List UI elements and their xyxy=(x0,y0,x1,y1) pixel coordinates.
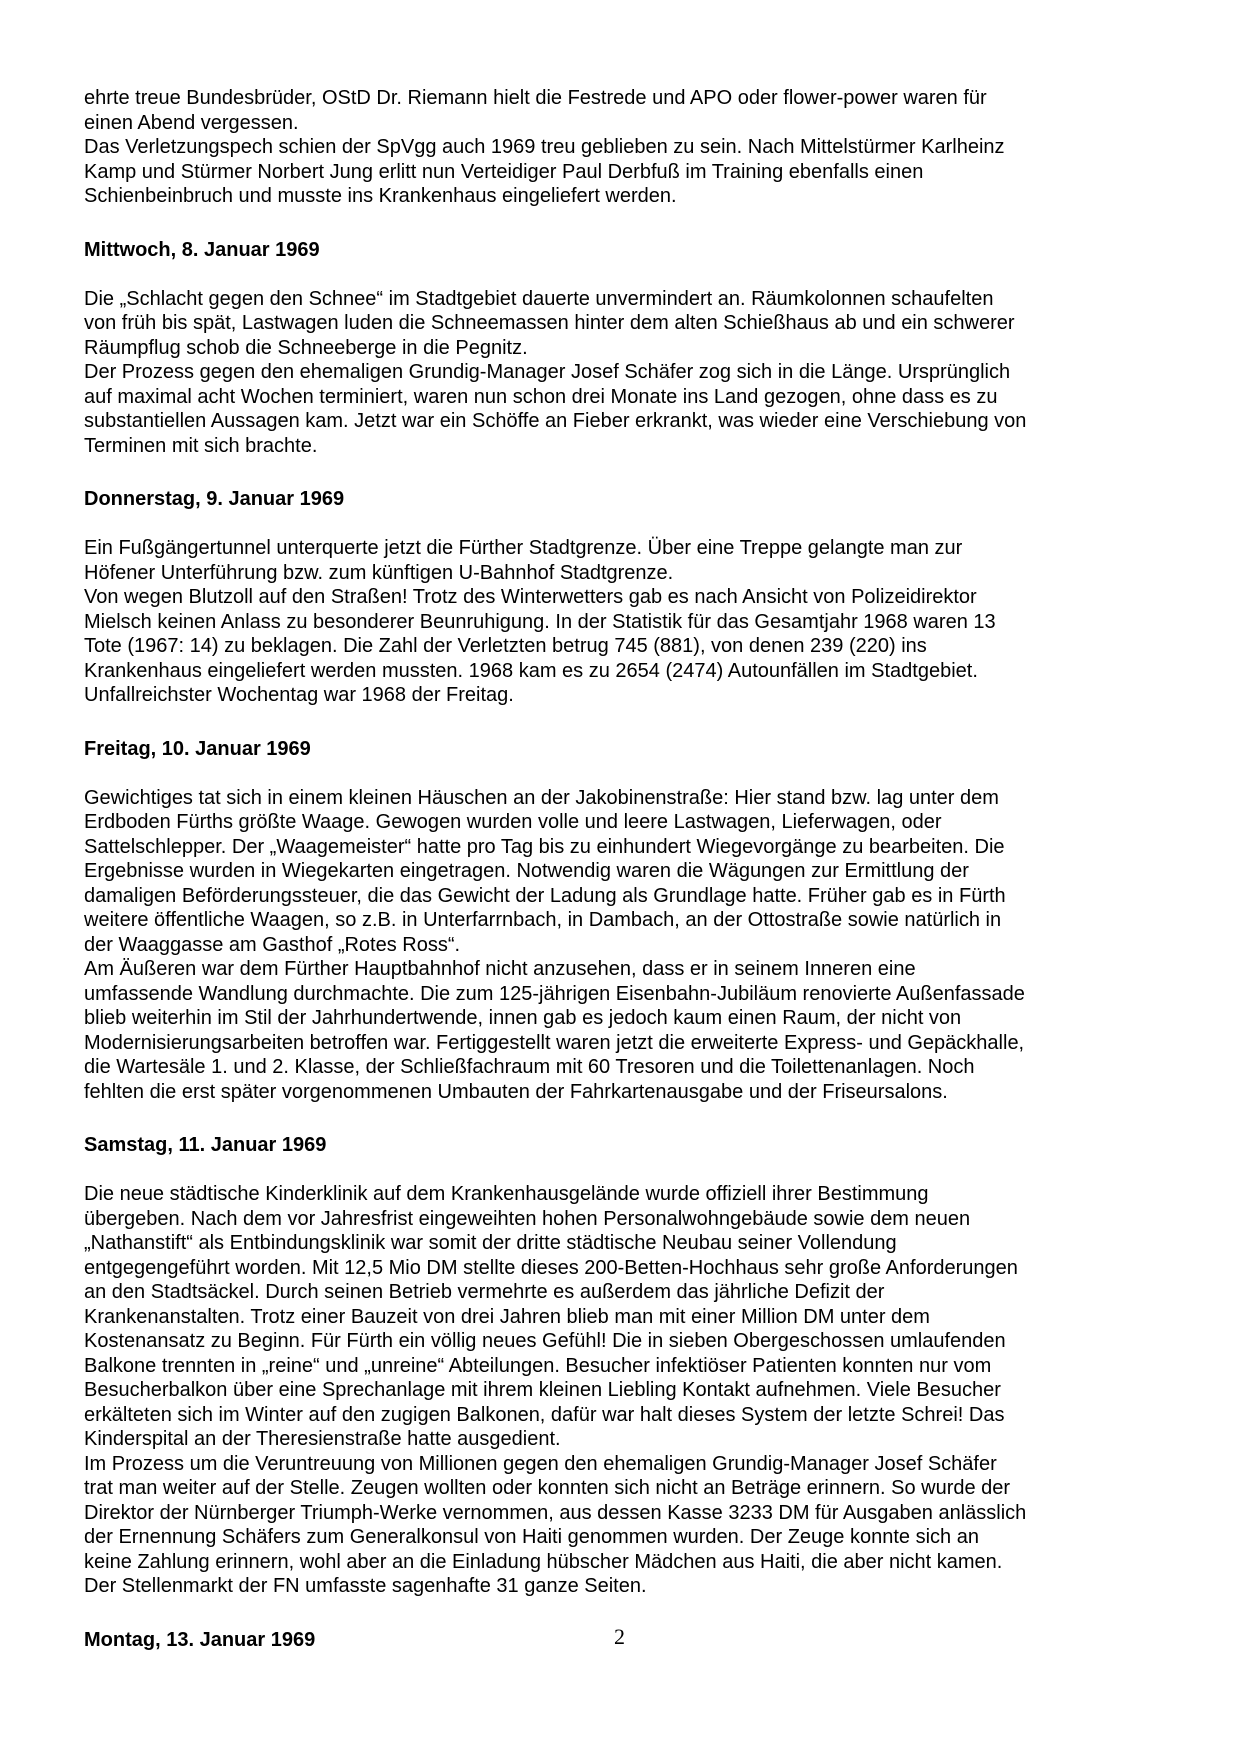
paragraph: Der Prozess gegen den ehemaligen Grundig-Manager Josef Schäfer zog sich in die Länge. Ursprünglich auf maximal acht Wochen terminiert, waren nun schon drei Monate ins Land gezogen, ohne dass es zu substantiellen Aussagen kam. Jetzt war ein Schöffe an Fieber erkrankt, was wieder eine Verschiebung von Terminen mit sich brachte. xyxy=(84,361,1027,457)
section-heading-mittwoch-8-januar: Mittwoch, 8. Januar 1969 xyxy=(84,238,320,261)
paragraph: Am Äußeren war dem Fürther Hauptbahnhof nicht anzusehen, dass er in seinem Inneren eine umfassende Wandlung durchmachte. Die zum 125-jährigen Eisenbahn-Jubiläum renovierte Außenfassade blieb weiterhin im Stil der Jahrhundertwende, innen gab es jedoch kaum einen Raum, der nicht von Modernisierungsarbeiten betroffen war. Fertiggestellt waren jetzt die erweiterte Express- und Gepäckhalle, die Wartesäle 1. und 2. Klasse, der Schließfachraum mit 60 Tresoren und die Toilettenanlagen. Noch fehlten die erst später vorgenommenen Umbauten der Fahrkartenausgabe und der Friseursalons. xyxy=(84,958,1025,1103)
paragraph: Die neue städtische Kinderklinik auf dem Krankenhausgelände wurde offiziell ihrer Bestimmung übergeben. Nach dem vor Jahresfrist eingeweihten hohen Personalwohngebäude sowie dem neuen „Nathanstift“ als Entbindungsklinik war somit der dritte städtische Neubau seiner Vollendung entgegengeführt worden. Mit 12,5 Mio DM stellte dieses 200-Betten-Hochhaus sehr große Anforderungen an den Stadtsäckel. Durch seinen Betrieb vermehrte es außerdem das jährliche Defizit der Krankenanstalten. Trotz einer Bauzeit von drei Jahren blieb man mit einer Million DM unter dem Kostenansatz zu Beginn. Für Fürth ein völlig neues Gefühl! Die in sieben Obergeschossen umlaufenden Balkone trennten in „reine“ und „unreine“ Abteilungen. Besucher infektiöser Patienten konnten nur vom Besucherbalkon über eine Sprechanlage mit ihrem kleinen Liebling Kontakt aufnehmen. Viele Besucher erkälteten sich im Winter auf den zugigen Balkonen, dafür war halt dieses System der letzte Schrei! Das Kinderspital an der Theresienstraße hatte ausgedient. xyxy=(84,1183,1018,1450)
paragraph: Im Prozess um die Veruntreuung von Millionen gegen den ehemaligen Grundig-Manager Josef Schäfer trat man weiter auf der Stelle. Zeugen wollten oder konnten sich nicht an Beträge erinnern. So wurde der Direktor der Nürnberger Triumph-Werke vernommen, aus dessen Kasse 3233 DM für Ausgaben anlässlich der Ernennung Schäfers zum Generalkonsul von Haiti genommen wurden. Der Zeuge konnte sich an keine Zahlung erinnern, wohl aber an die Einladung hübscher Mädchen aus Haiti, die aber nicht kamen. xyxy=(84,1452,1027,1573)
section-heading-freitag-10-januar: Freitag, 10. Januar 1969 xyxy=(84,737,311,760)
paragraph: Das Verletzungspech schien der SpVgg auch 1969 treu geblieben zu sein. Nach Mittelstürmer Karlheinz Kamp und Stürmer Norbert Jung erlitt nun Verteidiger Paul Derbfuß im Training ebenfalls einen Schienbeinbruch und musste ins Krankenhaus eingeliefert werden. xyxy=(84,136,1005,207)
section-heading-samstag-11-januar: Samstag, 11. Januar 1969 xyxy=(84,1134,327,1156)
paragraph: Gewichtiges tat sich in einem kleinen Häuschen an der Jakobinenstraße: Hier stand bzw. lag unter dem Erdboden Fürths größte Waage. Gewogen wurden volle und leere Lastwagen, Lieferwagen, oder Sattelschlepper. Der „Waagemeister“ hatte pro Tag bis zu einhundert Wiegevorgänge zu bearbeiten. Die Ergebnisse wurden in Wiegekarten eingetragen. Notwendig waren die Wägungen zur Ermittlung der damaligen Beförderungssteuer, die das Gewicht der Ladung als Grundlage hatte. Früher gab es in Fürth weitere öffentliche Waagen, so z.B. in Unterfarrnbach, in Dambach, an der Ottostraße sowie natürlich in der Waaggasse am Gasthof „Rotes Ross“. xyxy=(84,786,1006,956)
paragraph-continuation: ehrte treue Bundesbrüder, OStD Dr. Riemann hielt die Festrede und APO oder flower-power waren für einen Abend vergessen. xyxy=(84,87,987,134)
section-heading-montag-13-januar: Montag, 13. Januar 1969 xyxy=(84,1628,316,1651)
page-content xyxy=(84,86,1030,1677)
section-heading-donnerstag-9-januar: Donnerstag, 9. Januar 1969 xyxy=(84,488,345,510)
paragraph: Ein Fußgängertunnel unterquerte jetzt die Fürther Stadtgrenze. Über eine Treppe gelangte man zur Höfener Unterführung bzw. zum künftigen U-Bahnhof Stadtgrenze. xyxy=(84,537,963,584)
paragraph: Die „Schlacht gegen den Schnee“ im Stadtgebiet dauerte unvermindert an. Räumkolonnen schaufelten von früh bis spät, Lastwagen luden die Schneemassen hinter dem alten Schießhaus ab und ein schwerer Räumpflug schob die Schneeberge in die Pegnitz. xyxy=(84,287,1015,359)
paragraph: Von wegen Blutzoll auf den Straßen! Trotz des Winterwetters gab es nach Ansicht von Polizeidirektor Mielsch keinen Anlass zu besonderer Beunruhigung. In der Statistik für das Gesamtjahr 1968 waren 13 Tote (1967: 14) zu beklagen. Die Zahl der Verletzten betrug 745 (881), von denen 239 (220) ins Krankenhaus eingeliefert werden mussten. 1968 kam es zu 2654 (2474) Autounfällen im Stadtgebiet. Unfallreichster Wochentag war 1968 der Freitag. xyxy=(84,586,996,706)
page-number: 2 xyxy=(614,1624,625,1649)
paragraph: Der Stellenmarkt der FN umfasste sagenhafte 31 ganze Seiten. xyxy=(84,1575,647,1597)
